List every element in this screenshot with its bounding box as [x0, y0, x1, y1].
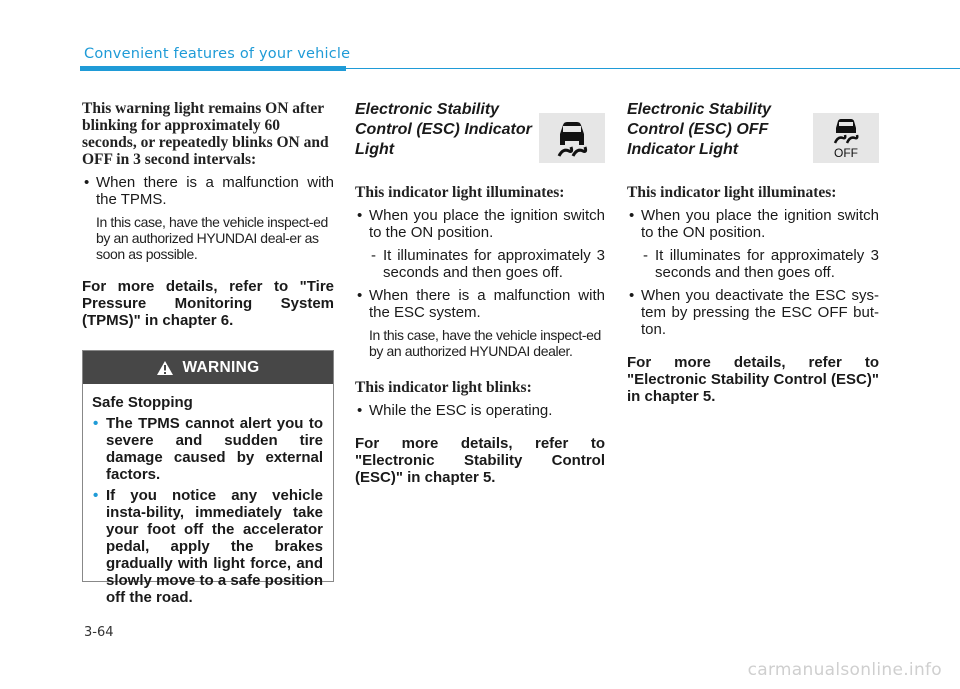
esc-off-illuminates-heading: This indicator light illuminates: [627, 184, 837, 201]
esc-illuminates-heading: This indicator light illuminates: [355, 184, 565, 201]
warning-item: • The TPMS cannot alert you to severe and sudden tire damage caused by external factors. [92, 415, 323, 483]
esc-off-refer: For more details, refer to "Electronic Stability Control (ESC)" in chapter 5. [627, 354, 879, 405]
esc-blinks-heading: This indicator light blinks: [355, 379, 532, 396]
warning-item: • If you notice any vehicle insta-bility, immediately take your foot off the accelerator pedal, apply the brakes gradually with light force, and slowly move to a safe position off the road. [92, 487, 323, 606]
esc-off-dash: - It illuminates for approximately 3 seconds and then goes off. [627, 247, 879, 281]
watermark: carmanualsonline.info [747, 660, 942, 680]
esc-title: Electronic Stability Control (ESC) Indicator Light [355, 101, 532, 158]
esc-bullet: • While the ESC is operating. [355, 402, 605, 419]
warning-triangle-icon [156, 360, 174, 376]
esc-indicator-icon [539, 113, 605, 163]
header-rule [346, 68, 960, 69]
warning-label: WARNING [182, 358, 260, 376]
esc-off-bullet: • When you place the ignition switch to the ON position. [627, 207, 879, 241]
tpms-note: In this case, have the vehicle inspect-ed by an authorized HYUNDAI deal-er as soon as possible. [96, 214, 328, 262]
column-tpms [82, 100, 334, 329]
page-number: 3-64 [84, 625, 114, 640]
column-esc [355, 100, 605, 486]
header-accent-bar [80, 66, 346, 71]
tpms-bullet: • When there is a malfunction with the TPMS. [82, 174, 334, 208]
esc-off-title: Electronic Stability Control (ESC) OFF Indicator Light [627, 101, 772, 158]
esc-note: In this case, have the vehicle inspect-ed by an authorized HYUNDAI dealer. [369, 327, 601, 359]
tpms-intro: This warning light remains ON after blinking for approximately 60 seconds, or repeatedly blinks ON and OFF in 3 second intervals: [82, 100, 329, 168]
column-esc-off [627, 100, 879, 405]
esc-off-indicator-icon [813, 113, 879, 163]
warning-box [82, 350, 334, 606]
tpms-refer: For more details, refer to "Tire Pressure Monitoring System (TPMS)" in chapter 6. [82, 278, 334, 329]
esc-dash: - It illuminates for approximately 3 seconds and then goes off. [355, 247, 605, 281]
section-header: Convenient features of your vehicle [84, 46, 351, 62]
esc-off-bullet: • When you deactivate the ESC sys-tem by pressing the ESC OFF but-ton. [627, 287, 879, 338]
esc-off-icon-text: OFF [834, 146, 858, 160]
esc-bullet: • When there is a malfunction with the ESC system. [355, 287, 605, 321]
esc-refer: For more details, refer to "Electronic Stability Control (ESC)" in chapter 5. [355, 435, 605, 486]
warning-subtitle: Safe Stopping [92, 394, 193, 411]
warning-banner [83, 351, 333, 384]
esc-bullet: • When you place the ignition switch to the ON position. [355, 207, 605, 241]
